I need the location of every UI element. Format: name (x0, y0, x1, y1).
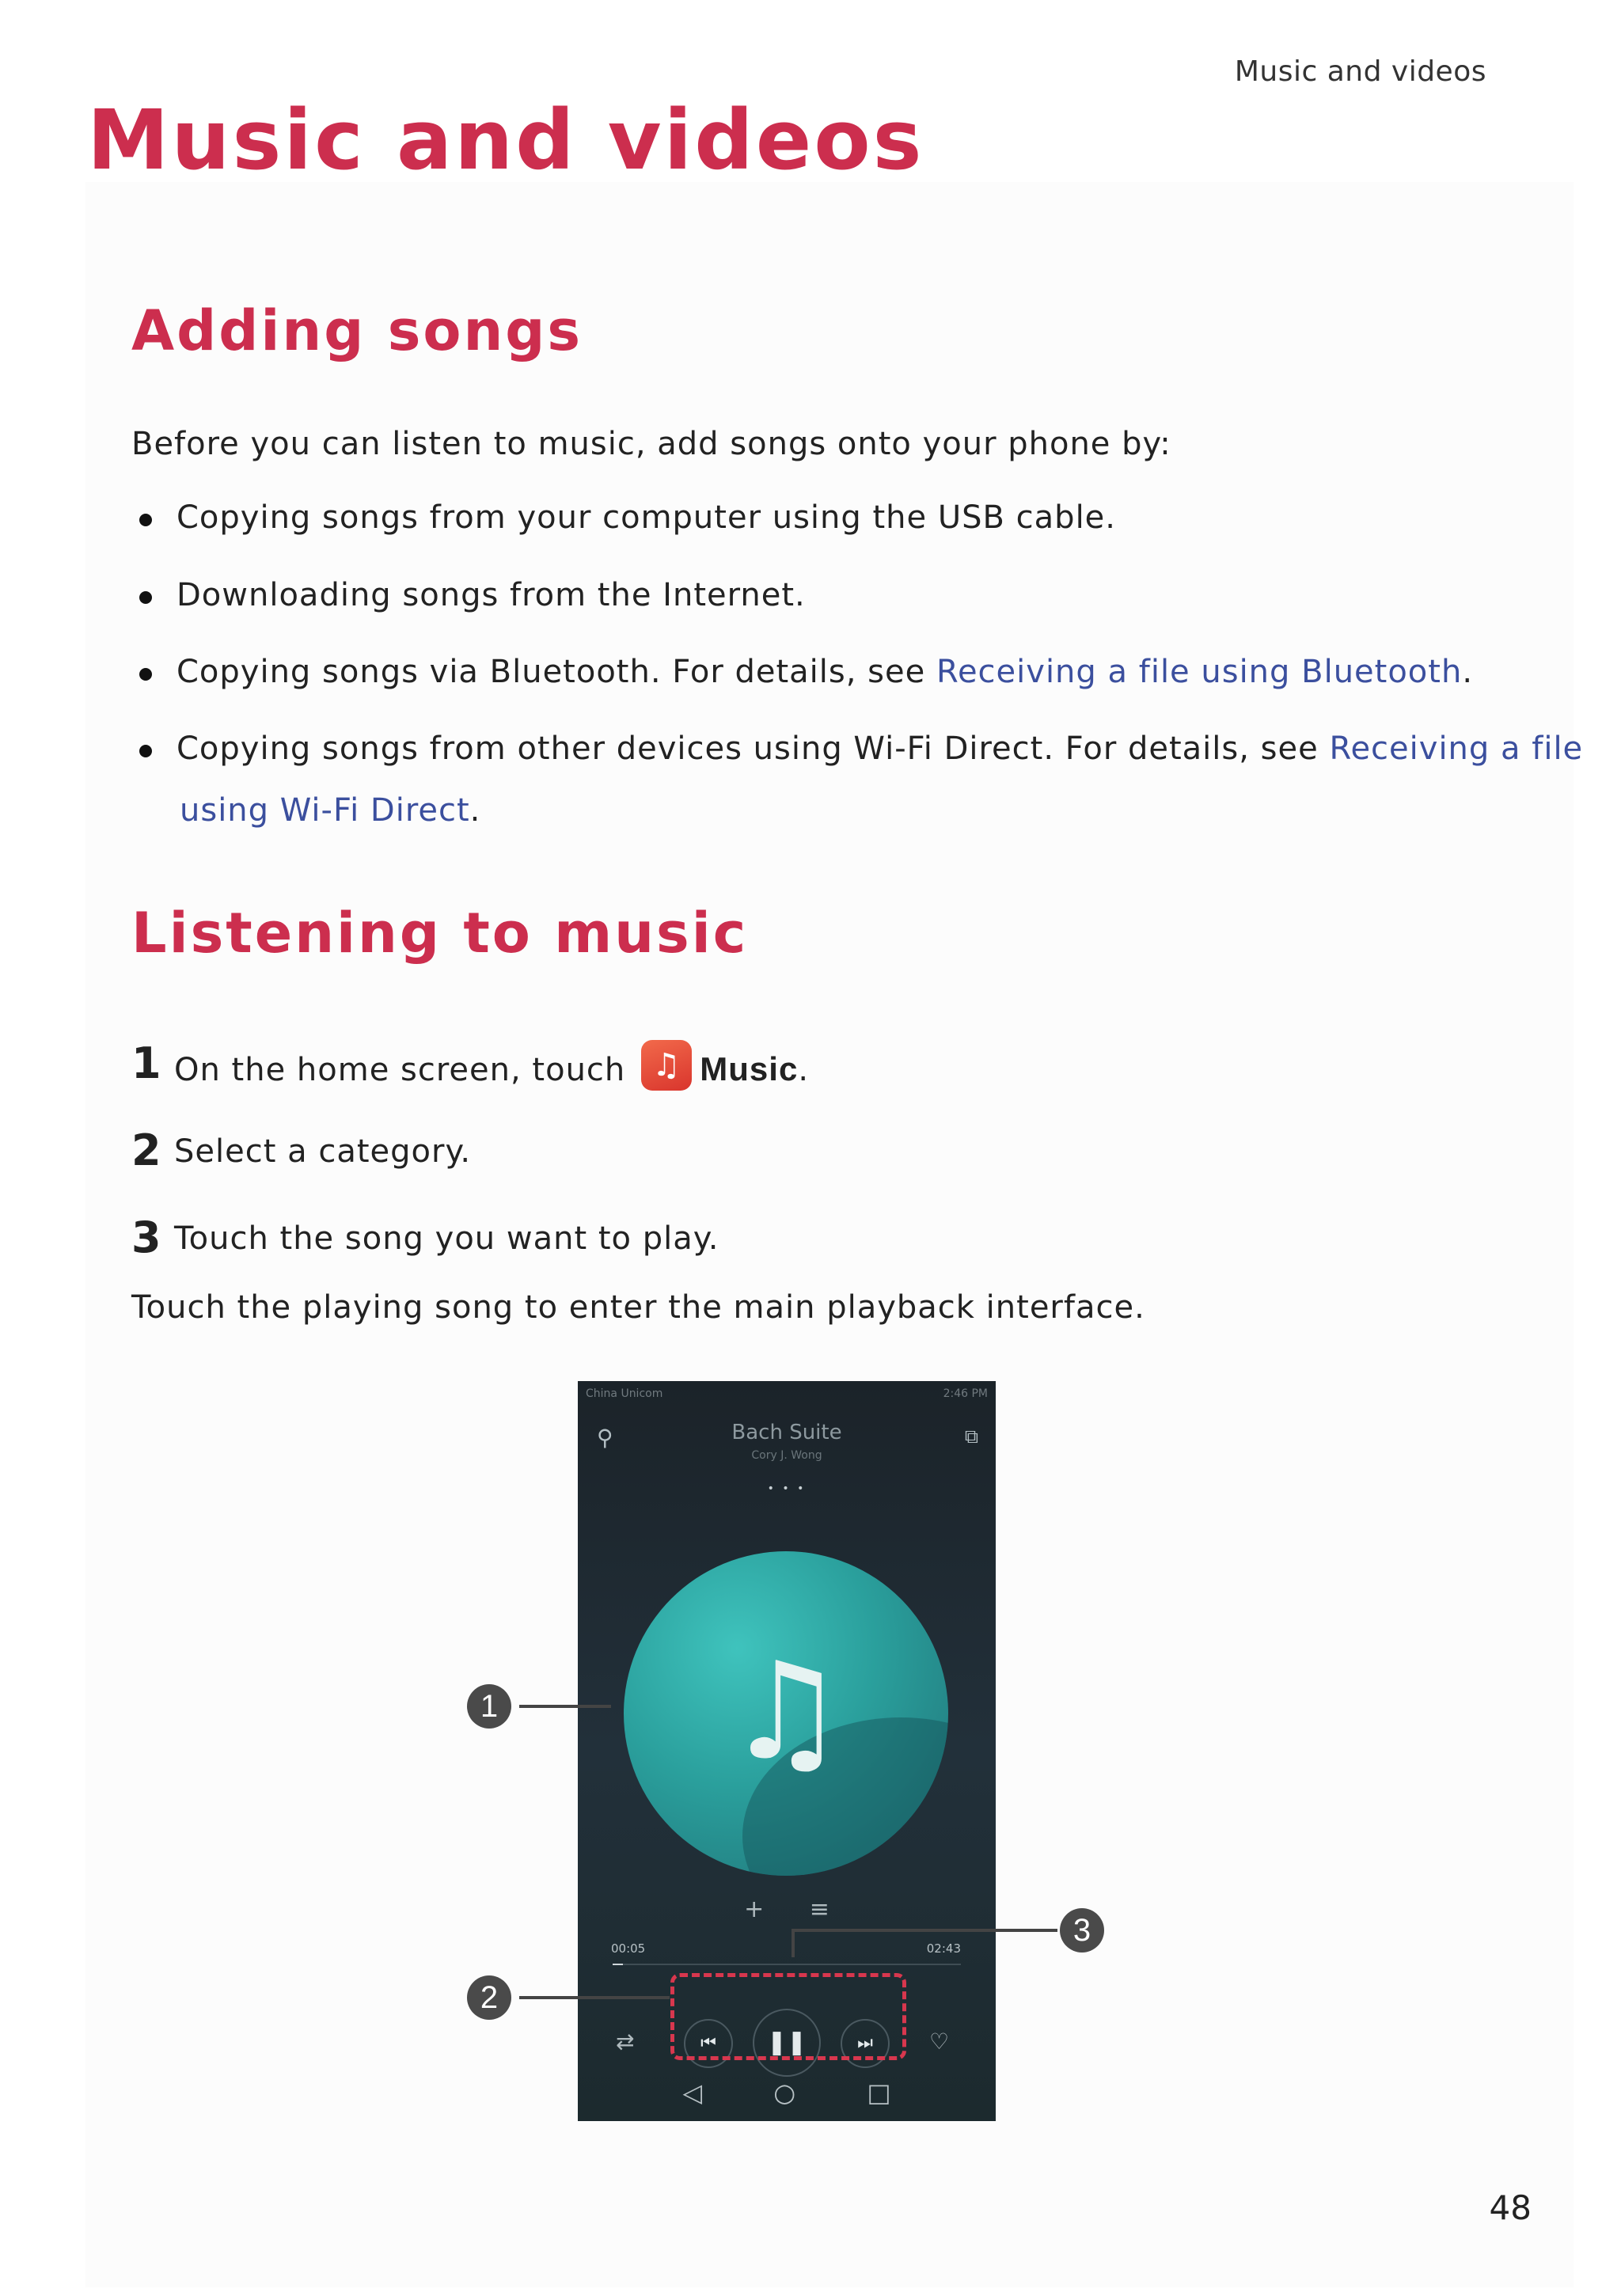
running-header: Music and videos (1234, 55, 1486, 88)
navigation-bar (578, 2078, 996, 2108)
bullet-dot (139, 745, 152, 757)
callout-1-line (519, 1705, 611, 1708)
status-bar (586, 1387, 988, 1406)
next-icon[interactable]: ⏭ (841, 2019, 890, 2068)
chapter-title: Music and videos (87, 92, 924, 188)
callout-2: 2 (467, 1975, 511, 2020)
step-number: 3 (131, 1213, 162, 1262)
link-receiving-file-wifi-direct-cont[interactable]: using Wi-Fi Direct (180, 792, 470, 829)
step-text: Select a category. (174, 1133, 472, 1170)
callout-3-drop (792, 1929, 795, 1957)
bullet-dot (139, 668, 152, 681)
time-total: 02:43 (926, 1941, 961, 1956)
step-text-end: . (798, 1052, 810, 1088)
callout-1: 1 (467, 1684, 511, 1729)
music-note-icon: ♫ (725, 1634, 847, 1790)
shuffle-icon[interactable]: ⇄ (616, 2028, 635, 2055)
step-text: Touch the song you want to play. (174, 1220, 719, 1257)
music-app-name: Music (700, 1050, 799, 1087)
album-art[interactable] (624, 1551, 948, 1876)
carrier-label: China Unicom (586, 1387, 663, 1400)
bullet-text-end: . (469, 792, 481, 829)
bullet-dot (139, 591, 152, 604)
callout-3-line (792, 1929, 1057, 1932)
song-artist: Cory J. Wong (751, 1449, 822, 1462)
callout-3: 3 (1060, 1908, 1104, 1953)
step-number: 2 (131, 1125, 162, 1175)
previous-icon[interactable]: ⏮ (684, 2019, 733, 2068)
progress-fill (613, 1964, 623, 1965)
page-number: 48 (1489, 2188, 1532, 2227)
back-icon[interactable]: ◁ (682, 2078, 703, 2108)
switch-view-icon[interactable]: ⧉ (964, 1425, 978, 1448)
action-row (578, 1896, 996, 1923)
bullet-text-end: . (1462, 654, 1474, 690)
bullet-text: Downloading songs from the Internet. (177, 577, 806, 613)
sound-effects-icon[interactable]: ⚲ (597, 1425, 613, 1451)
section-title-adding-songs: Adding songs (131, 298, 583, 363)
playback-controls-highlight (670, 1973, 906, 2060)
playback-note: Touch the playing song to enter the main playback interface. (131, 1289, 1145, 1326)
time-elapsed: 00:05 (611, 1941, 646, 1956)
bullet-text: Copying songs via Bluetooth. For details, see (177, 654, 936, 690)
song-title: Bach Suite (731, 1421, 842, 1444)
bullet-text: Copying songs from your computer using the USB cable. (177, 499, 1117, 536)
bullet-text: Copying songs from other devices using Wi-Fi Direct. For details, see (177, 731, 1330, 767)
music-app-icon: ♫ (641, 1040, 692, 1091)
pause-icon[interactable]: ❚❚ (753, 2009, 821, 2077)
clock-label: 2:46 PM (943, 1387, 988, 1400)
playlist-icon[interactable]: ≡ (809, 1896, 829, 1923)
link-receiving-file-bluetooth[interactable]: Receiving a file using Bluetooth (936, 654, 1463, 690)
link-receiving-file-wifi-direct[interactable]: Receiving a file (1329, 731, 1584, 767)
callout-2-line (519, 1996, 670, 1999)
page-indicator: • • • (767, 1482, 807, 1495)
step-number: 1 (131, 1038, 162, 1088)
progress-bar[interactable] (613, 1964, 961, 1965)
add-icon[interactable]: + (744, 1896, 765, 1923)
recent-apps-icon[interactable]: □ (867, 2078, 891, 2108)
section-title-listening: Listening to music (131, 901, 749, 966)
heart-icon[interactable]: ♡ (929, 2028, 950, 2055)
home-icon[interactable]: ○ (773, 2078, 796, 2108)
bullet-dot (139, 514, 152, 526)
step-text: On the home screen, touch (174, 1052, 626, 1088)
adding-songs-intro: Before you can listen to music, add songs onto your phone by: (131, 426, 1171, 462)
